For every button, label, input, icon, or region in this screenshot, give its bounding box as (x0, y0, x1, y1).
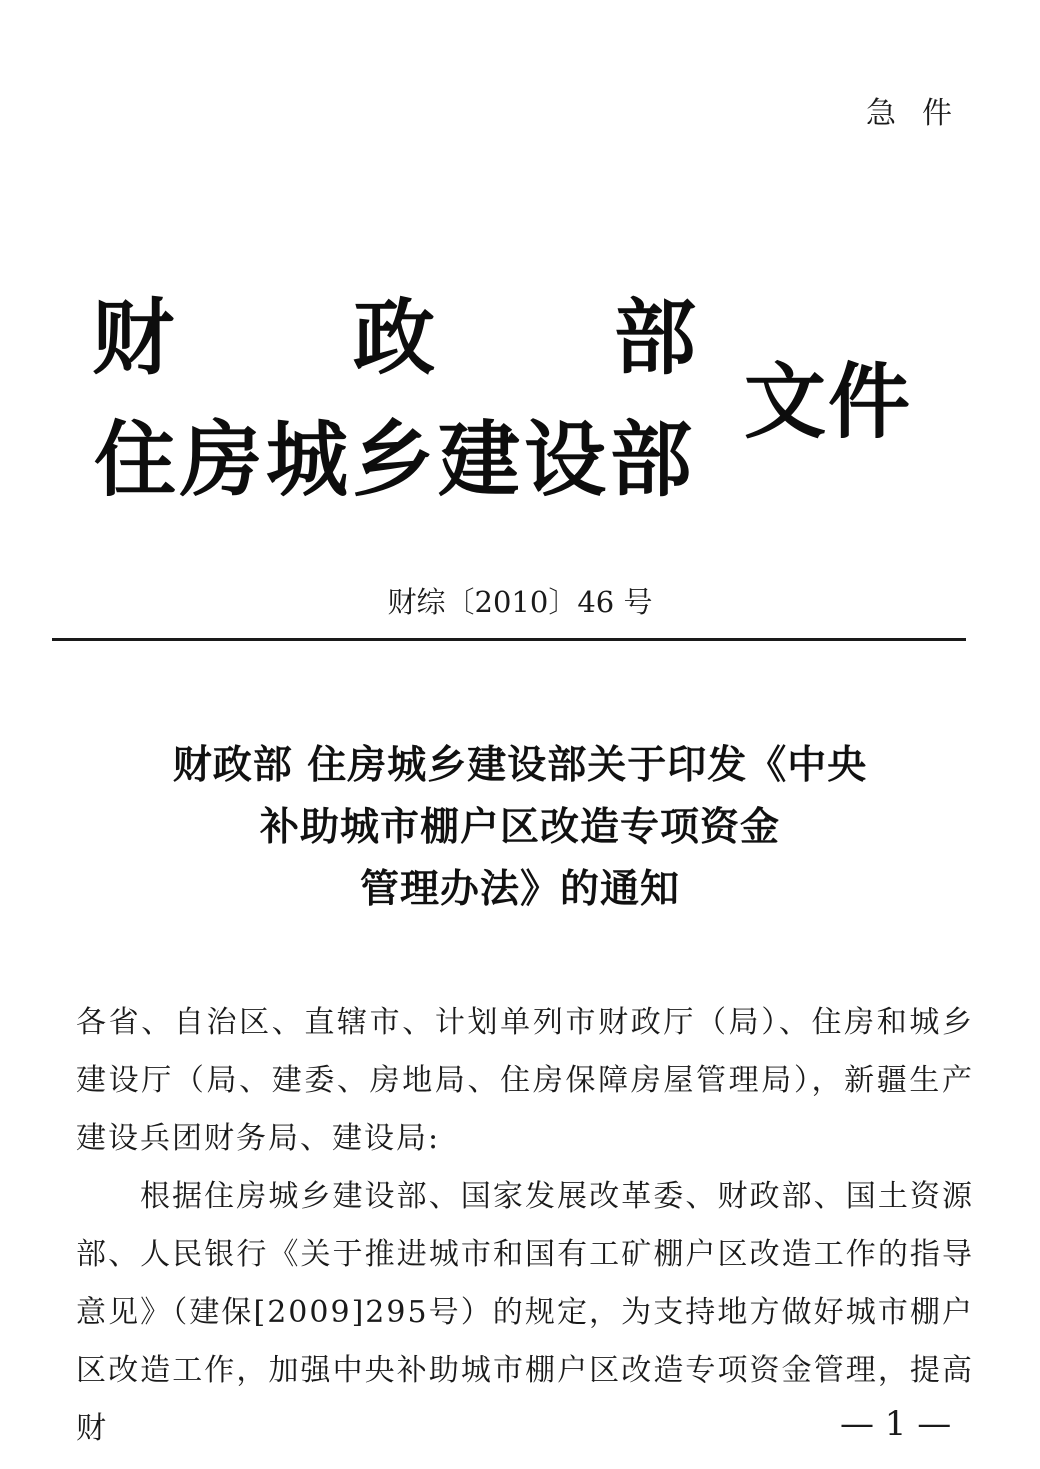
issuer-char: 政 (352, 291, 435, 386)
title-line: 财政部 住房城乡建设部关于印发《中央 (172, 742, 868, 788)
urgent-label: 急件 (866, 96, 978, 131)
issuer-ministry-of-finance (92, 291, 696, 386)
addressee-paragraph: 各省、自治区、直辖市、计划单列市财政厅（局）、住房和城乡建设厅（局、建委、房地局、住房保障房屋管理局），新疆生产建设兵团财务局、建设局: (76, 1005, 974, 1156)
page-number: — 1 — (840, 1404, 952, 1444)
document-number: 财综〔2010〕46 号 (387, 585, 653, 619)
title-line: 管理办法》的通知 (359, 866, 680, 912)
document-title (0, 734, 1040, 920)
issuer-char: 财 (92, 291, 175, 386)
header-divider (52, 638, 966, 641)
issuer-ministry-of-housing: 住房城乡建设部 (94, 413, 697, 508)
document-word: 文件 (744, 355, 913, 450)
issuer-char: 部 (613, 291, 696, 386)
title-line: 补助城市棚户区改造专项资金 (259, 804, 780, 850)
body-paragraph: 根据住房城乡建设部、国家发展改革委、财政部、国土资源部、人民银行《关于推进城市和国有工矿棚户区改造工作的指导意见》（建保[2009]295号）的规定，为支持地方做好城市棚户区改造工作，加强中央补助城市棚户区改造专项资金管理，提高财 (76, 1179, 974, 1446)
